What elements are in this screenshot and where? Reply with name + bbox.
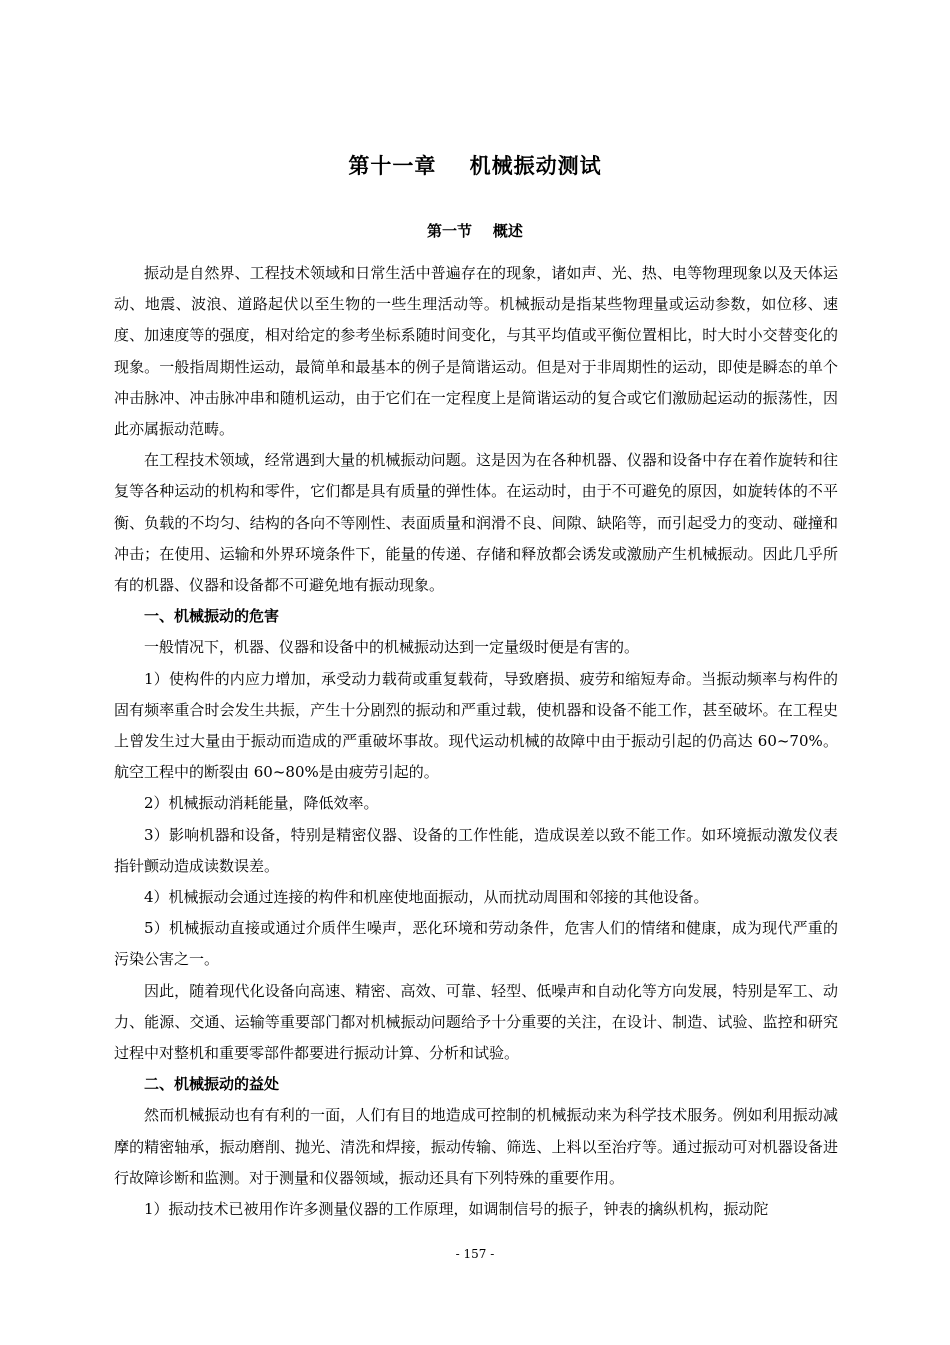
paragraph-harm-intro: 一般情况下，机器、仪器和设备中的机械振动达到一定量级时便是有害的。 — [144, 638, 640, 657]
section-title: 第一节 概述 — [427, 222, 523, 240]
list-item-harm-5: 5）机械振动直接或通过介质伴生噪声，恶化环境和劳动条件，危害人们的情绪和健康，成为现代严重的污染公害之一。 — [114, 919, 838, 969]
paragraph-engineering: 在工程技术领域，经常遇到大量的机械振动问题。这是因为在各种机器、仪器和设备中存在着作旋转和往复等各种运动的机构和零件，它们都是具有质量的弹性体。在运动时，由于不可避免的原因，如旋转体的不平衡、负载的不均匀、结构的各向不等刚性、表面质量和润滑不良、间隙、缺陷等，而引起受力的变动、碰撞和冲击；在使用、运输和外界环境条件下，能量的传递、存储和释放都会诱发或激励产生机械振动。因此几乎所有的机器、仪器和设备都不可避免地有振动现象。 — [114, 451, 838, 595]
chapter-title: 第十一章 机械振动测试 — [348, 154, 602, 178]
list-item-harm-3: 3）影响机器和设备，特别是精密仪器、设备的工作性能，造成误差以致不能工作。如环境振动激发仪表指针颤动造成读数误差。 — [114, 825, 838, 875]
body-text — [114, 258, 838, 1225]
list-item-benefit-1: 1）振动技术已被用作许多测量仪器的工作原理，如调制信号的振子，钟表的擒纵机构，振动陀 — [144, 1200, 769, 1219]
heading-harm: 一、机械振动的危害 — [144, 607, 280, 626]
paragraph-intro: 振动是自然界、工程技术领域和日常生活中普遍存在的现象，诸如声、光、热、电等物理现象以及天体运动、地震、波浪、道路起伏以至生物的一些生理活动等。机械振动是指某些物理量或运动参数，如位移、速度、加速度等的强度，相对给定的参考坐标系随时间变化，与其平均值或平衡位置相比，时大时小交替变化的现象。一般指周期性运动，最简单和最基本的例子是简谐运动。但是对于非周期性的运动，即使是瞬态的单个冲击脉冲、冲击脉冲串和随机运动，由于它们在一定程度上是简谐运动的复合或它们激励起运动的振荡性，因此亦属振动范畴。 — [114, 264, 838, 439]
page-number: - 157 - — [455, 1247, 495, 1261]
paragraph-benefit-intro: 然而机械振动也有有利的一面，人们有目的地造成可控制的机械振动来为科学技术服务。例如利用振动减摩的精密轴承，振动磨削、抛光、清洗和焊接，振动传输、筛选、上料以至治疗等。通过振动可对机器设备进行故障诊断和监测。对于测量和仪器领域，振动还具有下列特殊的重要作用。 — [114, 1106, 838, 1187]
heading-benefit: 二、机械振动的益处 — [144, 1075, 280, 1094]
list-item-harm-1: 1）使构件的内应力增加，承受动力载荷或重复载荷，导致磨损、疲劳和缩短寿命。当振动频率与构件的固有频率重合时会发生共振，产生十分剧烈的振动和严重过载，使机器和设备不能工作，甚至破坏。在工程史上曾发生过大量由于振动而造成的严重破坏事故。现代运动机械的故障中由于振动引起的仍高达 60~70%。航空工程中的断裂由 60~80%是由疲劳引起的。 — [114, 669, 838, 782]
list-item-harm-4: 4）机械振动会通过连接的构件和机座使地面振动，从而扰动周围和邻接的其他设备。 — [144, 888, 709, 907]
paragraph-conclusion: 因此，随着现代化设备向高速、精密、高效、可靠、轻型、低噪声和自动化等方向发展，特别是军工、动力、能源、交通、运输等重要部门都对机械振动问题给予十分重要的关注，在设计、制造、试验、监控和研究过程中对整机和重要零部件都要进行振动计算、分析和试验。 — [114, 981, 838, 1063]
list-item-harm-2: 2）机械振动消耗能量，降低效率。 — [144, 794, 379, 813]
